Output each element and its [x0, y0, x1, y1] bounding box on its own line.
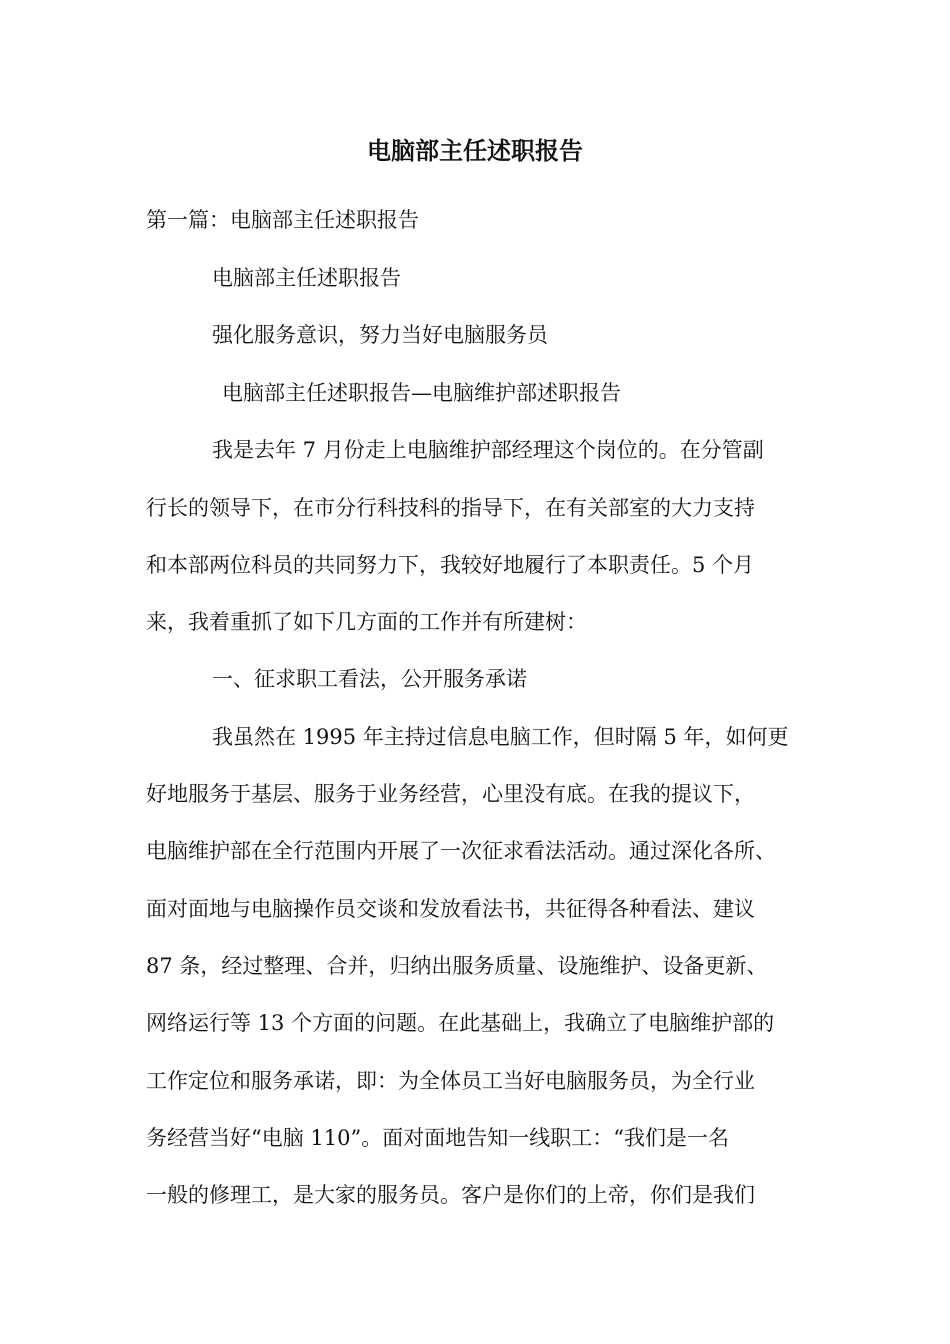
paragraph-line: 工作定位和服务承诺，即：为全体员工当好电脑服务员，为全行业: [146, 1069, 755, 1093]
subtitle-line: 电脑部主任述职报告—电脑维护部述职报告: [222, 381, 621, 405]
paragraph-line: 行长的领导下，在市分行科技科的指导下，在有关部室的大力支持: [146, 496, 755, 520]
paragraph-line: 来，我着重抓了如下几方面的工作并有所建树：: [146, 610, 587, 634]
section-heading: 一、征求职工看法，公开服务承诺: [212, 667, 527, 691]
paragraph-line: 我是去年 7 月份走上电脑维护部经理这个岗位的。在分管副: [212, 438, 764, 462]
subtitle-line: 电脑部主任述职报告: [212, 266, 401, 290]
paragraph-line: 电脑维护部在全行范围内开展了一次征求看法活动。通过深化各所、: [146, 839, 776, 863]
paragraph-line: 和本部两位科员的共同努力下，我较好地履行了本职责任。5 个月: [146, 553, 755, 577]
paragraph-line: 87 条，经过整理、合并，归纳出服务质量、设施维护、设备更新、: [146, 954, 768, 978]
subtitle-line: 强化服务意识，努力当好电脑服务员: [212, 323, 548, 347]
paragraph-line: 面对面地与电脑操作员交谈和发放看法书，共征得各种看法、建议: [146, 897, 755, 921]
paragraph-line: 网络运行等 13 个方面的问题。在此基础上，我确立了电脑维护部的: [146, 1011, 775, 1035]
section-heading: 第一篇：电脑部主任述职报告: [146, 208, 419, 232]
document-title: 电脑部主任述职报告: [367, 136, 583, 165]
paragraph-line: 好地服务于基层、服务于业务经营，心里没有底。在我的提议下，: [146, 782, 755, 806]
paragraph-line: 我虽然在 1995 年主持过信息电脑工作，但时隔 5 年，如何更: [212, 725, 789, 749]
paragraph-line: 务经营当好“电脑 110”。面对面地告知一线职工：“我们是一名: [146, 1126, 729, 1150]
paragraph-line: 一般的修理工，是大家的服务员。客户是你们的上帝，你们是我们: [146, 1183, 755, 1207]
